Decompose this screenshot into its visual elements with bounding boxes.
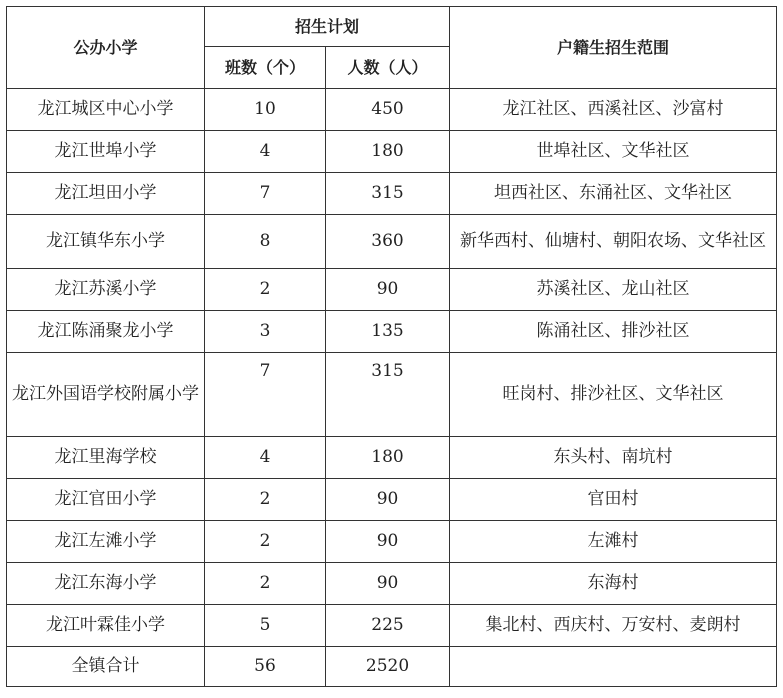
header-school: 公办小学: [7, 7, 205, 89]
people-count: 90: [326, 563, 450, 605]
class-count: 4: [205, 437, 326, 479]
table-row: [7, 353, 777, 437]
table-row: [7, 563, 777, 605]
class-count: 2: [205, 563, 326, 605]
enrollment-range: 坦西社区、东涌社区、文华社区: [450, 173, 777, 215]
class-count: 3: [205, 311, 326, 353]
people-count: 315: [326, 173, 450, 215]
class-count: 7: [205, 173, 326, 215]
school-name: 龙江城区中心小学: [7, 89, 205, 131]
school-name: 龙江陈涌聚龙小学: [7, 311, 205, 353]
enrollment-range: 苏溪社区、龙山社区: [450, 269, 777, 311]
people-count: 225: [326, 605, 450, 647]
total-row: [7, 647, 777, 687]
table-row: [7, 437, 777, 479]
people-count: 450: [326, 89, 450, 131]
table-row: [7, 269, 777, 311]
enrollment-range: 东头村、南坑村: [450, 437, 777, 479]
people-count: 180: [326, 437, 450, 479]
table-row: [7, 311, 777, 353]
enrollment-range: 陈涌社区、排沙社区: [450, 311, 777, 353]
class-count: 2: [205, 479, 326, 521]
people-count: 90: [326, 521, 450, 563]
enrollment-range: 旺岗村、排沙社区、文华社区: [450, 353, 777, 437]
class-count: 2: [205, 521, 326, 563]
total-range: [450, 647, 777, 687]
school-name: 龙江世埠小学: [7, 131, 205, 173]
total-class-count: 56: [205, 647, 326, 687]
table-row: [7, 605, 777, 647]
header-plan: 招生计划: [205, 7, 450, 47]
people-count: 90: [326, 479, 450, 521]
total-people-count: 2520: [326, 647, 450, 687]
people-count: 180: [326, 131, 450, 173]
class-count: 10: [205, 89, 326, 131]
total-label: 全镇合计: [7, 647, 205, 687]
school-name: 龙江东海小学: [7, 563, 205, 605]
enrollment-range: 集北村、西庆村、万安村、麦朗村: [450, 605, 777, 647]
enrollment-range: 新华西村、仙塘村、朝阳农场、文华社区: [450, 215, 777, 269]
enrollment-range: 官田村: [450, 479, 777, 521]
school-name: 龙江外国语学校附属小学: [7, 353, 205, 437]
enrollment-table: [6, 6, 777, 687]
people-count: 135: [326, 311, 450, 353]
school-name: 龙江左滩小学: [7, 521, 205, 563]
header-people: 人数（人）: [326, 47, 450, 89]
table-row: [7, 89, 777, 131]
class-count: 4: [205, 131, 326, 173]
school-name: 龙江镇华东小学: [7, 215, 205, 269]
people-count: 315: [326, 353, 450, 437]
people-count: 90: [326, 269, 450, 311]
header-range: 户籍生招生范围: [450, 7, 777, 89]
table-row: [7, 215, 777, 269]
table-row: [7, 131, 777, 173]
table-row: [7, 479, 777, 521]
school-name: 龙江里海学校: [7, 437, 205, 479]
class-count: 8: [205, 215, 326, 269]
enrollment-range: 龙江社区、西溪社区、沙富村: [450, 89, 777, 131]
class-count: 5: [205, 605, 326, 647]
class-count: 7: [205, 353, 326, 437]
enrollment-range: 左滩村: [450, 521, 777, 563]
class-count: 2: [205, 269, 326, 311]
enrollment-range: 世埠社区、文华社区: [450, 131, 777, 173]
people-count: 360: [326, 215, 450, 269]
school-name: 龙江坦田小学: [7, 173, 205, 215]
school-name: 龙江苏溪小学: [7, 269, 205, 311]
header-classes: 班数（个）: [205, 47, 326, 89]
school-name: 龙江官田小学: [7, 479, 205, 521]
enrollment-range: 东海村: [450, 563, 777, 605]
table-row: [7, 521, 777, 563]
school-name: 龙江叶霖佳小学: [7, 605, 205, 647]
table-row: [7, 173, 777, 215]
